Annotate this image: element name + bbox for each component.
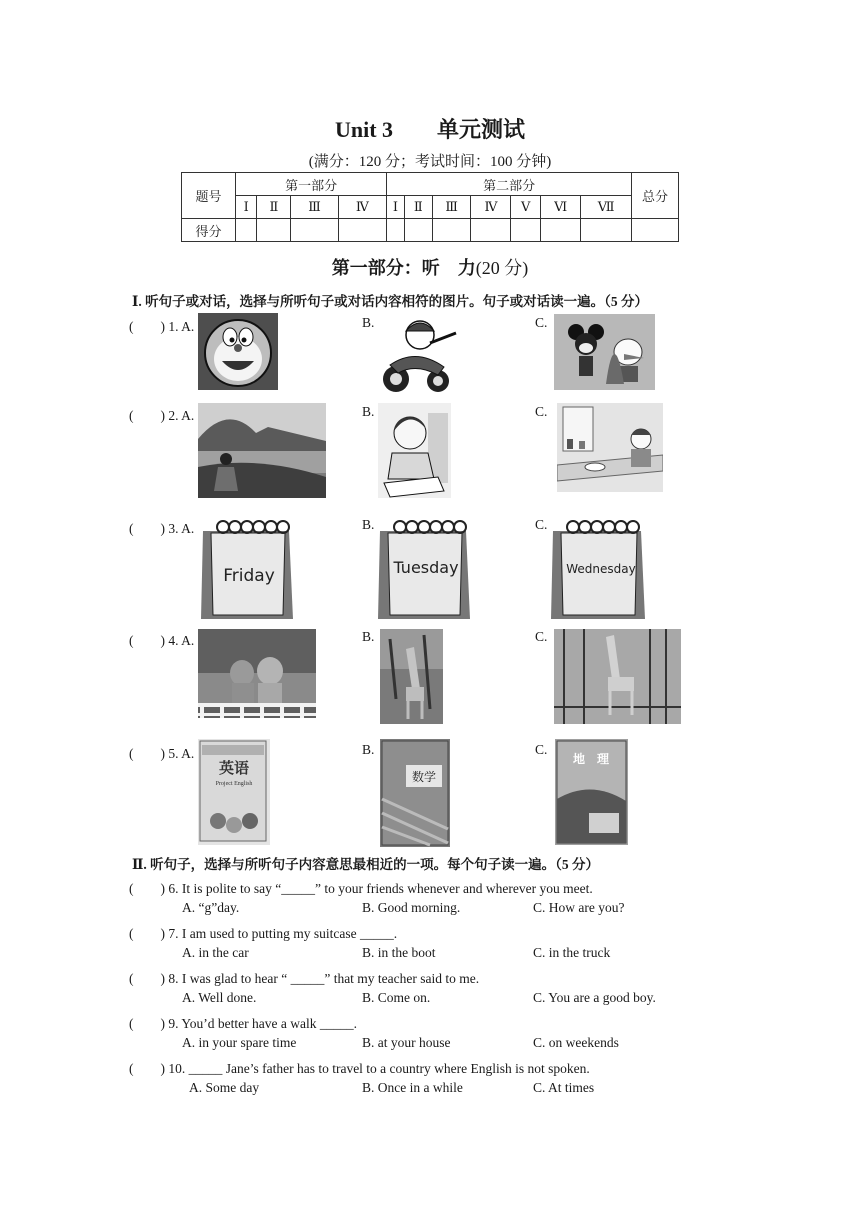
question-7-stem: ( ) 7. I am used to putting my suitcase _____. [129, 926, 398, 941]
question-10-option-c[interactable]: C. At times [533, 1080, 595, 1095]
exam-info: (满分：120 分；考试时间：100 分钟) [308, 154, 552, 170]
page-title [0, 113, 860, 144]
total-score-cell[interactable] [632, 219, 679, 242]
option-c-label: C. [535, 404, 548, 419]
part2-col: Ⅲ [432, 196, 471, 219]
part2-col: Ⅰ [387, 196, 405, 219]
option-b-label: B. [362, 315, 375, 330]
question-4-label: ( ) 4. A. [129, 633, 195, 648]
girl-writing-image[interactable] [378, 403, 451, 498]
question-8-option-a[interactable]: A. Well done. [182, 990, 257, 1005]
part1-heading-text: 第一部分：听 力 [331, 258, 476, 278]
geography-textbook-image[interactable] [555, 739, 628, 845]
part1-header: 第一部分 [236, 173, 387, 196]
part1-col: Ⅳ [338, 196, 387, 219]
calendar-word-tuesday: Tuesday [393, 558, 459, 577]
book-title-english: 英语 [218, 761, 250, 777]
book-subtitle-project-english: Project English [215, 781, 253, 787]
option-b-label: B. [362, 517, 375, 532]
seaside-photo-image[interactable] [198, 403, 326, 498]
part1-col: Ⅰ [236, 196, 257, 219]
cartoon-motorbike-rider-image[interactable] [376, 313, 462, 397]
part1-col: Ⅱ [257, 196, 291, 219]
question-8-option-c[interactable]: C. You are a good boy. [533, 990, 656, 1005]
question-9-option-a[interactable]: A. in your spare time [182, 1035, 297, 1050]
english-textbook-image[interactable] [198, 739, 270, 845]
question-9-option-b[interactable]: B. at your house [362, 1035, 451, 1050]
option-b-label: B. [362, 742, 375, 757]
puppies-photo-image[interactable] [198, 629, 316, 718]
question-9-stem: ( ) 9. You’d better have a walk _____. [129, 1016, 357, 1031]
question-10-option-b[interactable]: B. Once in a while [362, 1080, 463, 1095]
part2-col: Ⅳ [471, 196, 511, 219]
section2-instruction: Ⅱ. 听句子，选择与所听句子内容意思最相近的一项。每个句子读一遍。（5 分） [132, 857, 600, 872]
calendar-friday-image[interactable] [199, 515, 294, 621]
question-3-label: ( ) 3. A. [129, 521, 195, 536]
part2-col: Ⅱ [404, 196, 432, 219]
question-6-option-c[interactable]: C. How are you? [533, 900, 625, 915]
score-cell[interactable] [432, 219, 471, 242]
score-cell[interactable] [541, 219, 581, 242]
score-cell[interactable] [471, 219, 511, 242]
score-cell[interactable] [387, 219, 405, 242]
math-textbook-image[interactable] [380, 739, 450, 847]
part1-points: (20 分) [475, 258, 529, 278]
book-title-geography: 地 理 [572, 752, 610, 766]
part2-col: Ⅴ [511, 196, 541, 219]
score-cell[interactable] [291, 219, 338, 242]
score-cell[interactable] [236, 219, 257, 242]
question-8-option-b[interactable]: B. Come on. [362, 990, 431, 1005]
question-8-stem: ( ) 8. I was glad to hear “ _____” that my teacher said to me. [129, 971, 480, 986]
question-6-option-a[interactable]: A. “g”day. [182, 900, 240, 915]
score-cell[interactable] [338, 219, 387, 242]
question-7-option-b[interactable]: B. in the boot [362, 945, 436, 960]
part2-col: Ⅶ [581, 196, 632, 219]
option-c-label: C. [535, 742, 548, 757]
cartoon-robot-cat-image[interactable] [198, 313, 278, 390]
question-2-label: ( ) 2. A. [129, 408, 195, 423]
unit-label: Unit 3 [334, 117, 394, 142]
calendar-word-friday: Friday [223, 566, 275, 586]
question-5-label: ( ) 5. A. [129, 746, 195, 761]
calendar-wednesday-image[interactable] [549, 515, 645, 621]
calendar-word-wednesday: Wednesday [566, 562, 636, 576]
option-c-label: C. [535, 629, 548, 644]
question-6-option-b[interactable]: B. Good morning. [362, 900, 461, 915]
giraffe-in-zoo-image[interactable] [554, 629, 681, 724]
row-label-score: 得分 [182, 219, 236, 242]
question-1-label: ( ) 1. A. [129, 319, 195, 334]
option-b-label: B. [362, 629, 375, 644]
calendar-tuesday-image[interactable] [376, 515, 470, 621]
score-cell[interactable] [404, 219, 432, 242]
option-b-label: B. [362, 404, 375, 419]
row-label-question-number: 题号 [182, 173, 236, 219]
boy-eating-at-table-image[interactable] [557, 403, 663, 492]
score-cell[interactable] [581, 219, 632, 242]
test-name: 单元测试 [437, 117, 526, 142]
question-10-option-a[interactable]: A. Some day [189, 1080, 260, 1095]
option-c-label: C. [535, 315, 548, 330]
score-table [181, 172, 679, 242]
part1-heading [0, 254, 860, 280]
cartoon-mouse-and-duck-image[interactable] [554, 314, 655, 390]
question-7-option-c[interactable]: C. in the truck [533, 945, 611, 960]
part2-header: 第二部分 [387, 173, 632, 196]
question-6-stem: ( ) 6. It is polite to say “_____” to your friends whenever and wherever you meet. [129, 881, 593, 896]
question-10-stem: ( ) 10. _____ Jane’s father has to travel to a country where English is not spoken. [129, 1061, 590, 1076]
section1-instruction: Ⅰ. 听句子或对话，选择与所听句子或对话内容相符的图片。句子或对话读一遍。（5 分） [132, 294, 648, 309]
question-9-option-c[interactable]: C. on weekends [533, 1035, 619, 1050]
book-title-math: 数学 [411, 770, 437, 784]
part1-col: Ⅲ [291, 196, 338, 219]
question-7-option-a[interactable]: A. in the car [182, 945, 249, 960]
giraffe-in-wild-image[interactable] [380, 629, 443, 724]
total-header: 总分 [632, 173, 679, 219]
score-cell[interactable] [511, 219, 541, 242]
option-c-label: C. [535, 517, 548, 532]
part2-col: Ⅵ [541, 196, 581, 219]
score-cell[interactable] [257, 219, 291, 242]
